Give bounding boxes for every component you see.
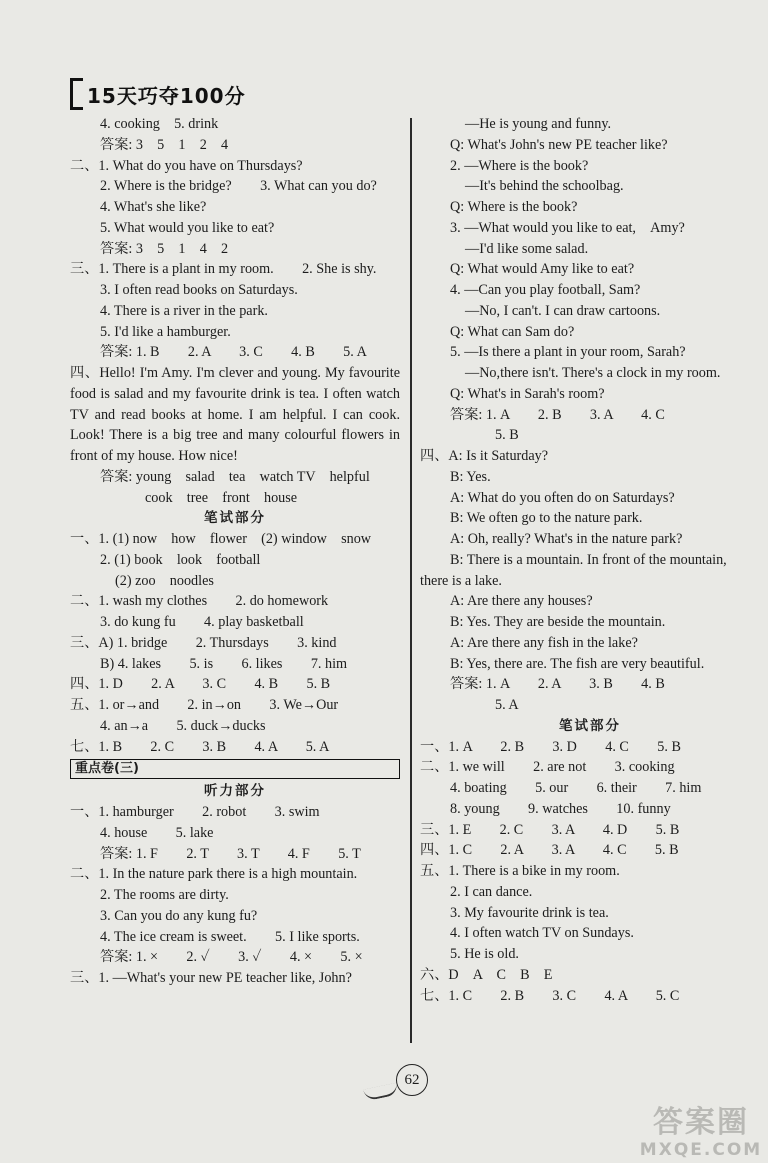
answer-line: A: What do you often do on Saturdays? — [450, 489, 675, 506]
answer-line: 5. —Is there a plant in your room, Sarah? — [450, 344, 686, 361]
logo-text: 15天巧夺100分 — [87, 83, 246, 108]
answer-line: B: We often go to the nature park. — [450, 510, 643, 527]
answer-line: 2. Where is the bridge? 3. What can you do? — [100, 178, 377, 195]
written-section-heading: 笔试部分 — [204, 510, 266, 527]
magnifier-icon — [363, 1083, 399, 1102]
written-section-heading-right: 笔试部分 — [559, 717, 621, 734]
right-block-1 — [420, 114, 760, 716]
answer-line: B) 4. lakes 5. is 6. likes 7. him — [100, 655, 348, 672]
answer-line: B: Yes. They are beside the mountain. — [450, 614, 666, 630]
answer-line: there is a lake. — [420, 572, 502, 589]
watermark-url: MXQE.COM — [639, 1140, 763, 1160]
book-logo — [70, 78, 246, 110]
left-block-3 — [70, 529, 400, 757]
left-block-4 — [70, 802, 400, 989]
answer-line: cook tree front house — [145, 489, 298, 506]
answer-line: A: Are there any fish in the lake? — [450, 634, 638, 651]
answer-line: 七、1. B 2. C 3. B 4. A 5. A — [70, 738, 330, 755]
answer-line: 二、1. In the nature park there is a high mountain. — [70, 866, 358, 883]
answer-line: 3. do kung fu 4. play basketball — [100, 614, 304, 630]
answer-line: 一、1. (1) now how flower (2) window snow — [70, 531, 372, 547]
answer-line: 一、1. hamburger 2. robot 3. swim — [70, 804, 320, 820]
answer-line: 答案: 3 5 1 2 4 — [100, 136, 229, 153]
answer-line: —No, I can't. I can draw cartoons. — [465, 302, 661, 319]
answer-line: 四、1. C 2. A 3. A 4. C 5. B — [420, 842, 679, 859]
answer-line: 二、1. wash my clothes 2. do homework — [70, 593, 329, 610]
left-block-2 — [70, 467, 400, 509]
answer-line: 5. What would you like to eat? — [100, 219, 275, 236]
answer-line: 4. I often watch TV on Sundays. — [450, 925, 634, 942]
answer-line: —He is young and funny. — [465, 116, 612, 132]
answer-line: 4. The ice cream is sweet. 5. I like sports. — [100, 928, 360, 945]
answer-line: 四、A: Is it Saturday? — [420, 448, 549, 464]
answer-line: 2. The rooms are dirty. — [100, 887, 229, 903]
answer-line: 4. an→a 5. duck→ducks — [100, 717, 266, 734]
answer-line: 五、1. or→and 2. in→on 3. We→Our — [70, 697, 339, 713]
answer-line: (2) zoo noodles — [115, 572, 214, 589]
right-block-2 — [420, 737, 760, 1007]
left-block-1 — [70, 114, 400, 363]
answer-line: 答案: 1. A 2. B 3. A 4. C — [450, 406, 665, 423]
answer-line: 4. house 5. lake — [100, 824, 214, 841]
answer-line: 5. A — [495, 697, 519, 713]
answer-line: 5. He is old. — [450, 946, 519, 962]
answer-line: A: Are there any houses? — [450, 593, 593, 610]
answer-line: 5. B — [495, 427, 519, 444]
answer-line: 3. I often read books on Saturdays. — [100, 282, 298, 298]
answer-line: 答案: 1. × 2. ✓ 3. ✓ 4. × 5. × — [100, 949, 363, 966]
answer-line: 二、1. we will 2. are not 3. cooking — [420, 759, 675, 776]
answer-line: 三、A) 1. bridge 2. Thursdays 3. kind — [70, 634, 337, 651]
answer-line: 2. I can dance. — [450, 883, 533, 900]
answer-line: A: Oh, really? What's in the nature park? — [450, 531, 683, 547]
answer-line: Q: What would Amy like to eat? — [450, 261, 635, 278]
listening-section-heading: 听力部分 — [204, 783, 266, 800]
answer-line: 2. —Where is the book? — [450, 157, 589, 174]
right-column — [420, 114, 760, 1006]
answer-line: 答案: 1. A 2. A 3. B 4. B — [450, 676, 665, 693]
answer-line: B: Yes. — [450, 468, 491, 485]
answer-line: 8. young 9. watches 10. funny — [450, 800, 671, 817]
answer-line: 3. My favourite drink is tea. — [450, 904, 609, 921]
answer-line: Q: What's John's new PE teacher like? — [450, 136, 668, 153]
answer-line: B: Yes, there are. The fish are very beautiful. — [450, 655, 705, 672]
watermark-text: 答案圈 — [653, 1105, 749, 1140]
answer-line: 4. —Can you play football, Sam? — [450, 282, 641, 298]
answer-line: 三、1. —What's your new PE teacher like, John? — [70, 970, 352, 986]
answer-line: 七、1. C 2. B 3. C 4. A 5. C — [420, 987, 680, 1004]
answer-line: 一、1. A 2. B 3. D 4. C 5. B — [420, 738, 681, 755]
answer-line: 答案: 1. F 2. T 3. T 4. F 5. T — [100, 845, 361, 862]
answer-line: 五、1. There is a bike in my room. — [420, 863, 620, 879]
answer-line: 2. (1) book look football — [100, 551, 261, 568]
answer-line: —It's behind the schoolbag. — [465, 178, 624, 195]
answer-line: 答案: 1. B 2. A 3. C 4. B 5. A — [100, 344, 367, 361]
answer-line: 3. —What would you like to eat, Amy? — [450, 219, 685, 236]
left-column — [70, 114, 400, 989]
answer-line: —No,there isn't. There's a clock in my room. — [465, 365, 721, 381]
answer-line: 4. boating 5. our 6. their 7. him — [450, 780, 702, 796]
watermark — [638, 1106, 764, 1160]
answer-line: Q: What's in Sarah's room? — [450, 385, 605, 402]
answer-line: 5. I'd like a hamburger. — [100, 323, 231, 340]
logo-bracket-icon — [70, 78, 83, 110]
column-divider — [410, 118, 412, 1043]
answer-line: 4. There is a river in the park. — [100, 302, 268, 319]
answer-line: 三、1. E 2. C 3. A 4. D 5. B — [420, 821, 680, 838]
answer-line: 3. Can you do any kung fu? — [100, 907, 258, 924]
answer-line: 四、1. D 2. A 3. C 4. B 5. B — [70, 676, 331, 693]
answer-line: 答案: 3 5 1 4 2 — [100, 240, 229, 257]
answer-line: 三、1. There is a plant in my room. 2. She is shy. — [70, 261, 377, 278]
answer-line: 二、1. What do you have on Thursdays? — [70, 157, 303, 174]
answer-line: Q: Where is the book? — [450, 199, 578, 215]
reading-paragraph: 四、Hello! I'm Amy. I'm clever and young. My favourite food is salad and my favourite drink is tea. I often watch TV and read books at home. I am helpful. I can cook. Look! There is a big tree and many colourful flowers in front of my house. How nice! — [70, 365, 400, 464]
answer-line: —I'd like some salad. — [465, 240, 589, 257]
answer-line: Q: What can Sam do? — [450, 323, 575, 340]
section-box-title: 重点卷(三) — [70, 759, 400, 779]
answer-line: 答案: young salad tea watch TV helpful — [100, 468, 370, 485]
answer-line: 六、D A C B E — [420, 966, 553, 983]
page-number: 62 — [396, 1064, 428, 1096]
answer-line: B: There is a mountain. In front of the mountain, — [450, 551, 727, 568]
answer-line: 4. What's she like? — [100, 199, 207, 215]
answer-line: 4. cooking 5. drink — [100, 116, 219, 132]
